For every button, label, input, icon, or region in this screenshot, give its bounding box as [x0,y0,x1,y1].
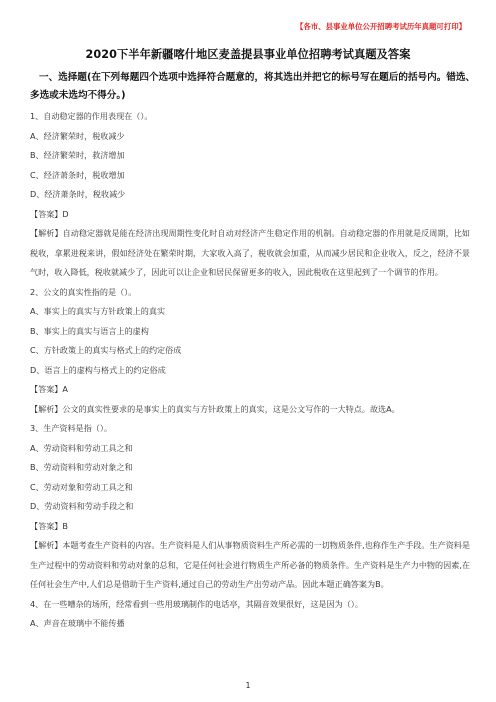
answer-label: 【答案】B [30,520,68,531]
question-stem: 3、生产资料是指（）。 [30,423,113,433]
question-list [30,107,470,634]
option-d: D、语言上的虚构与格式上的约定俗成 [30,364,166,375]
analysis-text: 【解析】本题考查生产资料的内容。生产资料是人们从事物质资料生产所必需的一切物质条件,也称作生产手段。生产资料是生产过程中的劳动资料和劳动对象的总和，它是任何社会进行物质生产所必备的物质条件。生产资料是生产力中物的因素,在任何社会生产中,人们总是借助于生产资料,通过自己的劳动生产出劳动产品。因此本题正确答案为B。 [30,540,470,589]
page-title: 2020下半年新疆喀什地区麦盖提县事业单位招聘考试真题及答案 [85,48,411,61]
option-c: C、方针政策上的真实与格式上的约定俗成 [30,345,182,355]
option-b: B、劳动资料和劳动对象之和 [30,462,133,472]
option-a: A、劳动资料和劳动工具之和 [30,442,133,453]
question-stem: 1、自动稳定器的作用表现在（）。 [30,111,153,121]
option-b: B、经济繁荣时，救济增加 [30,150,125,160]
section-instructions: 一、选择题(在下列每题四个选项中选择符合题意的，将其选出并把它的标号写在题后的括号内。错选、多选或未选均不得分。) [30,72,476,101]
question-stem: 2、公文的真实性指的是（）。 [30,286,137,297]
analysis-text: 【解析】自动稳定器就是能在经济出现周期性变化时自动对经济产生稳定作用的机制。自动稳定器的作用就是反周期，比如税收，拿累进税来讲，假如经济处在繁荣时期，大家收入高了，税收就会加重，从而减少居民和企业收入，反之，经济不景气时，收入降低，税收就减少了，因此可以让企业和居民保留更多的收入，因此税收在这里起到了一个调节的作用。 [30,228,470,277]
option-a: A、经济繁荣时，税收减少 [30,130,125,141]
question-stem: 4、在一些嘈杂的场所，经常看到一些用玻璃制作的电话亭，其隔音效果很好，这是因为（）。 [30,598,363,609]
option-d: D、劳动资料和劳动手段之和 [30,501,134,511]
option-c: C、经济萧条时，税收增加 [30,169,125,180]
analysis-text: 【解析】公文的真实性要求的是事实上的真实与方针政策上的真实，这是公文写作的一大特点。故选A。 [30,403,400,414]
option-d: D、经济萧条时，税收减少 [30,189,126,199]
option-a: A、声音在玻璃中不能传播 [30,618,125,628]
header-banner: 【各市、县事业单位公开招聘考试历年真题可打印】 [296,22,466,31]
page-number: 1 [245,681,251,690]
answer-label: 【答案】D [30,208,69,219]
option-c: C、劳动对象和劳动工具之和 [30,481,133,492]
option-a: A、事实上的真实与方针政策上的真实 [30,306,166,316]
option-b: B、事实上的真实与语言上的虚构 [30,325,149,336]
answer-label: 【答案】A [30,384,68,394]
